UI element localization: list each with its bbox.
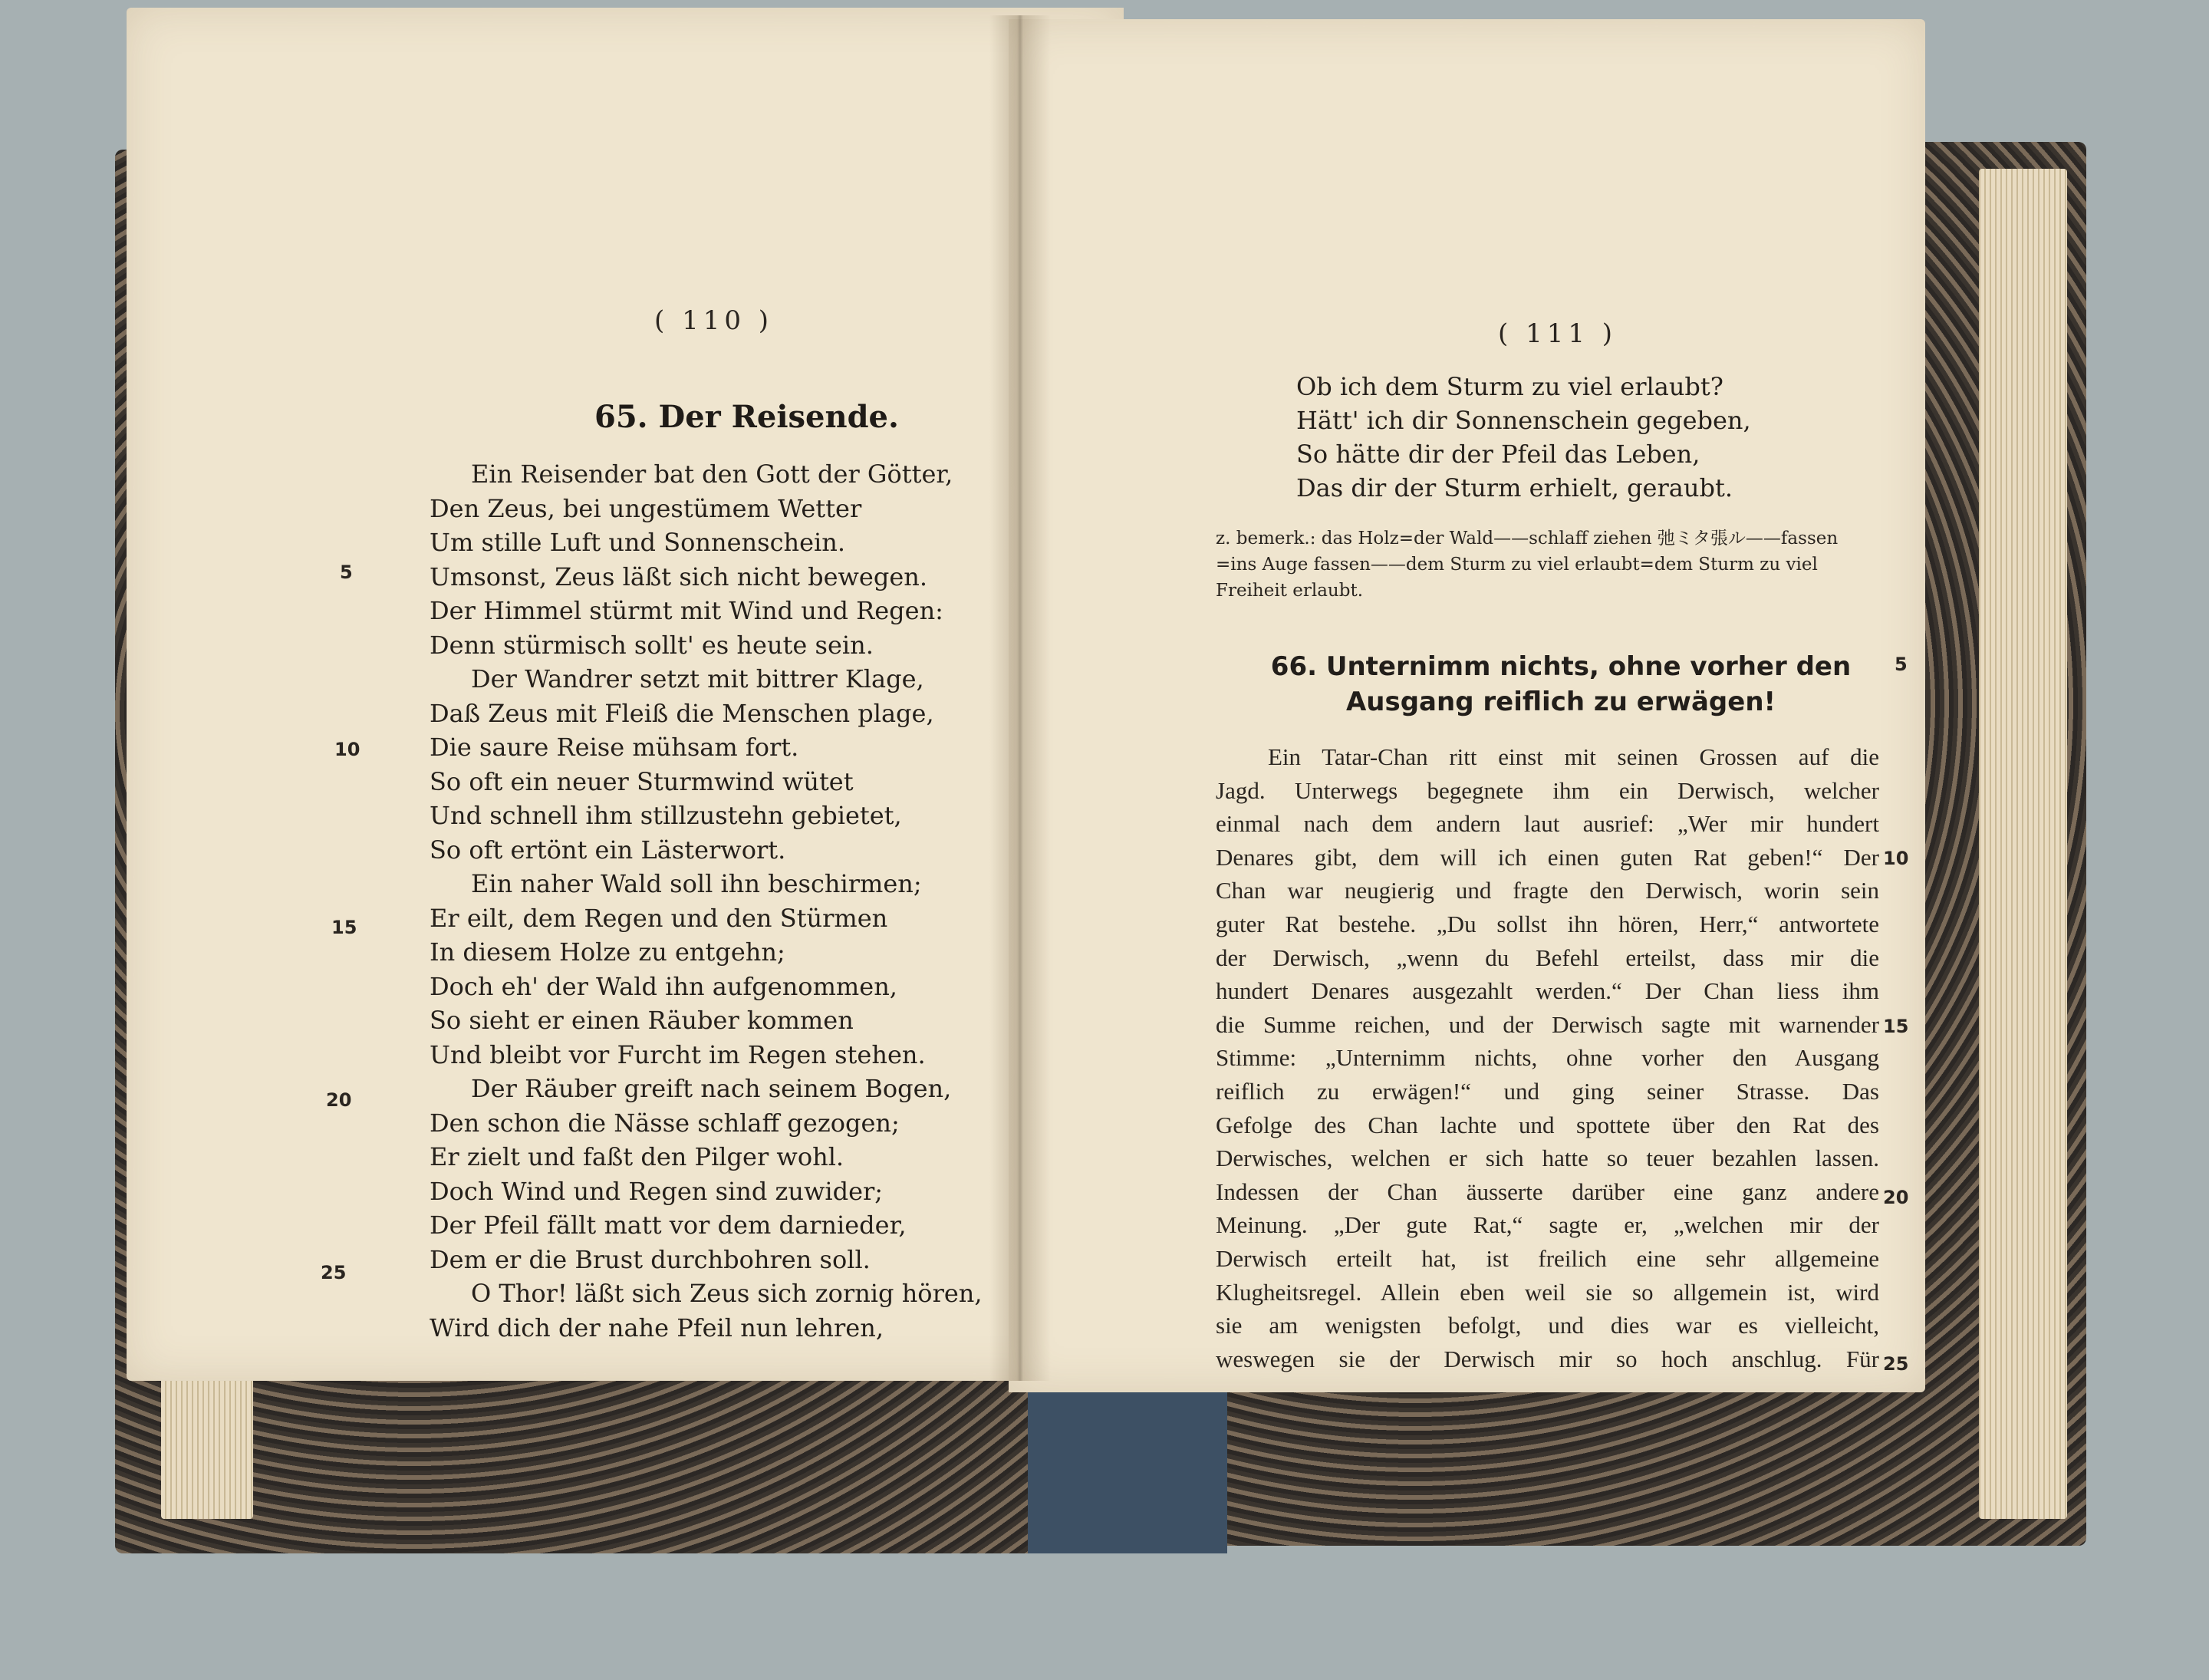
story-title-line: 66. Unternimm nichts, ohne vorher den bbox=[1270, 651, 1852, 682]
prose-line: Meinung. „Der gute Rat,“ sagte er, „welchen mir der bbox=[1216, 1211, 1879, 1239]
prose-line: sie am wenigsten befolgt, und dies war es vielleicht, bbox=[1216, 1312, 1879, 1339]
poem-line: In diesem Holze zu entgehn; bbox=[430, 937, 785, 967]
line-number: 25 bbox=[1883, 1353, 1909, 1375]
line-number: 15 bbox=[1883, 1016, 1909, 1037]
poem-line: So sieht er einen Räuber kommen bbox=[430, 1006, 854, 1035]
line-number: 25 bbox=[321, 1262, 347, 1283]
prose-line: Derwisches, welchen er sich hatte so teuer bezahlen lassen. bbox=[1216, 1145, 1879, 1172]
right-page-number: ( 111 ) bbox=[1498, 318, 1618, 349]
poem-line: Den schon die Nässe schlaff gezogen; bbox=[430, 1108, 900, 1138]
poem-line: Und schnell ihm stillzustehn gebietet, bbox=[430, 801, 902, 830]
poem-line: Umsonst, Zeus läßt sich nicht bewegen. bbox=[430, 562, 928, 591]
note-line: z. bemerk.: das Holz=der Wald——schlaff ziehen 弛ミタ張ル——fassen bbox=[1216, 529, 1839, 548]
poem-line: Doch Wind und Regen sind zuwider; bbox=[430, 1176, 884, 1206]
poem-line: Der Räuber greift nach seinem Bogen, bbox=[471, 1074, 952, 1103]
prose-line: der Derwisch, „wenn du Befehl erteilst, dass mir die bbox=[1216, 944, 1879, 971]
story-title bbox=[1269, 649, 1852, 720]
poem-line: Um stille Luft und Sonnenschein. bbox=[430, 528, 846, 557]
poem-line: Wird dich der nahe Pfeil nun lehren, bbox=[430, 1313, 884, 1342]
poem-line: Das dir der Sturm erhielt, geraubt. bbox=[1296, 473, 1733, 502]
poem-line: So hätte dir der Pfeil das Leben, bbox=[1296, 440, 1700, 469]
poem-line: Er zielt und faßt den Pilger wohl. bbox=[430, 1142, 844, 1171]
poem-line: Dem er die Brust durchbohren soll. bbox=[430, 1244, 871, 1274]
poem-line: O Thor! läßt sich Zeus sich zornig hören, bbox=[471, 1279, 983, 1308]
left-page-number: ( 110 ) bbox=[654, 305, 774, 336]
line-number: 5 bbox=[340, 562, 353, 583]
poem-line: Der Wandrer setzt mit bittrer Klage, bbox=[471, 664, 924, 693]
prose-line: reiflich zu erwägen!“ und ging seiner Strasse. Das bbox=[1216, 1077, 1879, 1105]
prose-line: einmal nach dem andern laut ausrief: „Wer mir hundert bbox=[1216, 810, 1879, 838]
poem-line: Hätt' ich dir Sonnenschein gegeben, bbox=[1296, 406, 1751, 435]
prose-line: Gefolge des Chan lachte und spottete über den Rat des bbox=[1216, 1111, 1879, 1138]
poem-title: 65. Der Reisende. bbox=[594, 399, 899, 435]
poem-line: Ein Reisender bat den Gott der Götter, bbox=[471, 460, 953, 489]
vocabulary-notes bbox=[1216, 525, 1883, 604]
story-body bbox=[1216, 740, 1879, 1375]
prose-line: die Summe reichen, und der Derwisch sagte mit warnender bbox=[1216, 1010, 1879, 1038]
note-line: =ins Auge fassen——dem Sturm zu viel erlaubt=dem Sturm zu viel bbox=[1216, 555, 1818, 575]
prose-line: Derwisch erteilt hat, ist freilich eine sehr allgemeine bbox=[1216, 1244, 1879, 1272]
poem-line: So oft ein neuer Sturmwind wütet bbox=[430, 766, 854, 796]
line-number: 20 bbox=[1883, 1187, 1909, 1208]
prose-line: weswegen sie der Derwisch mir so hoch anschlug. Für bbox=[1216, 1345, 1879, 1372]
story-title-line: Ausgang reiflich zu erwägen! bbox=[1345, 687, 1776, 717]
poem-line: Der Pfeil fällt matt vor dem darnieder, bbox=[430, 1211, 907, 1240]
poem-line: Der Himmel stürmt mit Wind und Regen: bbox=[430, 596, 943, 625]
poem-body bbox=[430, 457, 983, 1345]
prose-line: Chan war neugierig und fragte den Derwisch, worin sein bbox=[1216, 877, 1879, 904]
poem-line: Daß Zeus mit Fleiß die Menschen plage, bbox=[430, 698, 934, 728]
prose-line: Denares gibt, dem will ich einen guten Rat geben!“ Der bbox=[1216, 843, 1879, 871]
prose-line: hundert Denares ausgezahlt werden.“ Der Chan liess ihm bbox=[1216, 977, 1879, 1005]
poem-line: Den Zeus, bei ungestümem Wetter bbox=[430, 493, 862, 523]
poem-line: Ein naher Wald soll ihn beschirmen; bbox=[471, 869, 922, 898]
prose-line: Stimme: „Unternimm nichts, ohne vorher den Ausgang bbox=[1216, 1044, 1879, 1072]
prose-line: guter Rat bestehe. „Du sollst ihn hören, Herr,“ antwortete bbox=[1216, 910, 1879, 937]
poem-line: Und bleibt vor Furcht im Regen stehen. bbox=[430, 1039, 926, 1069]
line-number: 20 bbox=[326, 1089, 352, 1111]
poem-ending bbox=[1296, 370, 1751, 505]
poem-line: So oft ertönt ein Lästerwort. bbox=[430, 835, 786, 865]
line-number: 5 bbox=[1895, 654, 1908, 675]
poem-line: Die saure Reise mühsam fort. bbox=[430, 733, 799, 762]
line-number: 10 bbox=[1883, 848, 1909, 869]
prose-line: Klugheitsregel. Allein eben weil sie so allgemein ist, wird bbox=[1216, 1278, 1879, 1306]
note-line: Freiheit erlaubt. bbox=[1216, 581, 1364, 601]
poem-line: Doch eh' der Wald ihn aufgenommen, bbox=[430, 971, 897, 1001]
poem-line: Er eilt, dem Regen und den Stürmen bbox=[430, 903, 888, 933]
prose-line: Jagd. Unterwegs begegnete ihm ein Derwisch, welcher bbox=[1216, 776, 1879, 804]
poem-line: Ob ich dem Sturm zu viel erlaubt? bbox=[1296, 372, 1723, 401]
page-gutter bbox=[989, 15, 1051, 1381]
prose-line: Indessen der Chan äusserte darüber eine ganz andere bbox=[1216, 1178, 1879, 1205]
line-number: 10 bbox=[334, 739, 360, 760]
prose-line: Ein Tatar-Chan ritt einst mit seinen Grossen auf die bbox=[1268, 743, 1879, 770]
poem-line: Denn stürmisch sollt' es heute sein. bbox=[430, 630, 874, 660]
right-page-edges bbox=[1979, 169, 2067, 1519]
line-number: 15 bbox=[331, 917, 357, 938]
